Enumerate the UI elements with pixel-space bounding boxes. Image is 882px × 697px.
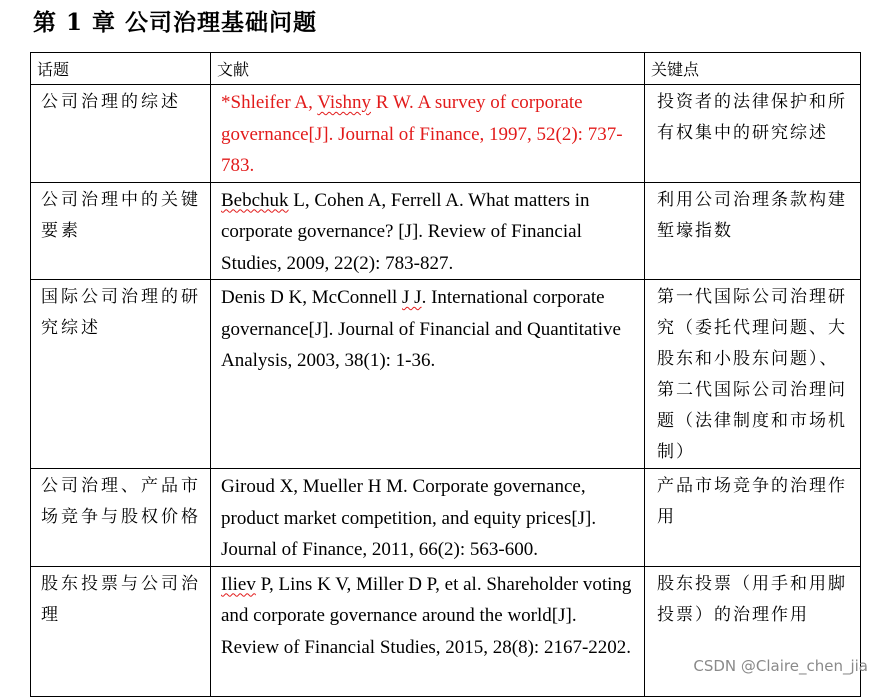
reference-cell [211, 280, 645, 469]
table-row [31, 85, 861, 183]
reference-cell [211, 182, 645, 280]
literature-table [30, 52, 861, 697]
table-row [31, 182, 861, 280]
table-row [31, 566, 861, 696]
reference-text: R W. A survey of corporate governance[J]. Journal of Finance, 1997, 52(2): 737-783. [221, 92, 623, 176]
topic-cell: 公司治理中的关键要素 [31, 182, 211, 280]
reference-cell [211, 85, 645, 183]
topic-cell: 国际公司治理的研究综述 [31, 280, 211, 469]
table-row [31, 280, 861, 469]
key-point-cell: 投资者的法律保护和所有权集中的研究综述 [645, 85, 861, 183]
reference-cell [211, 566, 645, 696]
reference-text: Giroud X, Mueller H M. Corporate governance, product market competition, and equity prices[J]. Journal of Finance, 2011, 66(2): 563-600. [221, 476, 597, 560]
spellcheck-marked-word: Vishny [317, 92, 371, 113]
header-key-points: 关键点 [645, 53, 861, 85]
topic-cell: 公司治理的综述 [31, 85, 211, 183]
reference-text: P, Lins K V, Miller D P, et al. Shareholder voting and corporate governance around the world[J]. Review of Financial Studies, 2015, 28(8): 2167-2202. [221, 573, 632, 658]
reference-text: Denis D K, McConnell [221, 287, 403, 308]
header-topic: 话题 [31, 53, 211, 85]
topic-cell: 公司治理、产品市场竞争与股权价格 [31, 469, 211, 567]
header-reference: 文献 [211, 53, 645, 85]
watermark: CSDN @Claire_chen_jia [693, 657, 868, 675]
reference-text: . International corporate governance[J]. Journal of Financial and Quantitative Analysis, 2003, 38(1): 1-36. [221, 287, 621, 371]
spellcheck-marked-word: Iliev [221, 573, 256, 595]
reference-text: *Shleifer A, [221, 92, 318, 113]
chapter-title: 第 1 章 公司治理基础问题 [33, 9, 318, 36]
table-header-row [31, 53, 861, 85]
key-point-cell: 产品市场竞争的治理作用 [645, 469, 861, 567]
topic-cell: 股东投票与公司治理 [31, 566, 211, 696]
spellcheck-marked-word: Bebchuk [221, 189, 289, 211]
key-point-cell: 第一代国际公司治理研究（委托代理问题、大股东和小股东问题）、第二代国际公司治理问题（法律制度和市场机制） [645, 280, 861, 469]
spellcheck-marked-word: J J [402, 287, 422, 308]
key-point-cell: 利用公司治理条款构建堑壕指数 [645, 182, 861, 280]
reference-text: L, Cohen A, Ferrell A. What matters in corporate governance? [J]. Review of Financial Studies, 2009, 22(2): 783-827. [221, 189, 590, 274]
key-point-cell: 股东投票（用手和用脚投票）的治理作用 [645, 566, 861, 696]
reference-cell [211, 469, 645, 567]
table-row [31, 469, 861, 567]
